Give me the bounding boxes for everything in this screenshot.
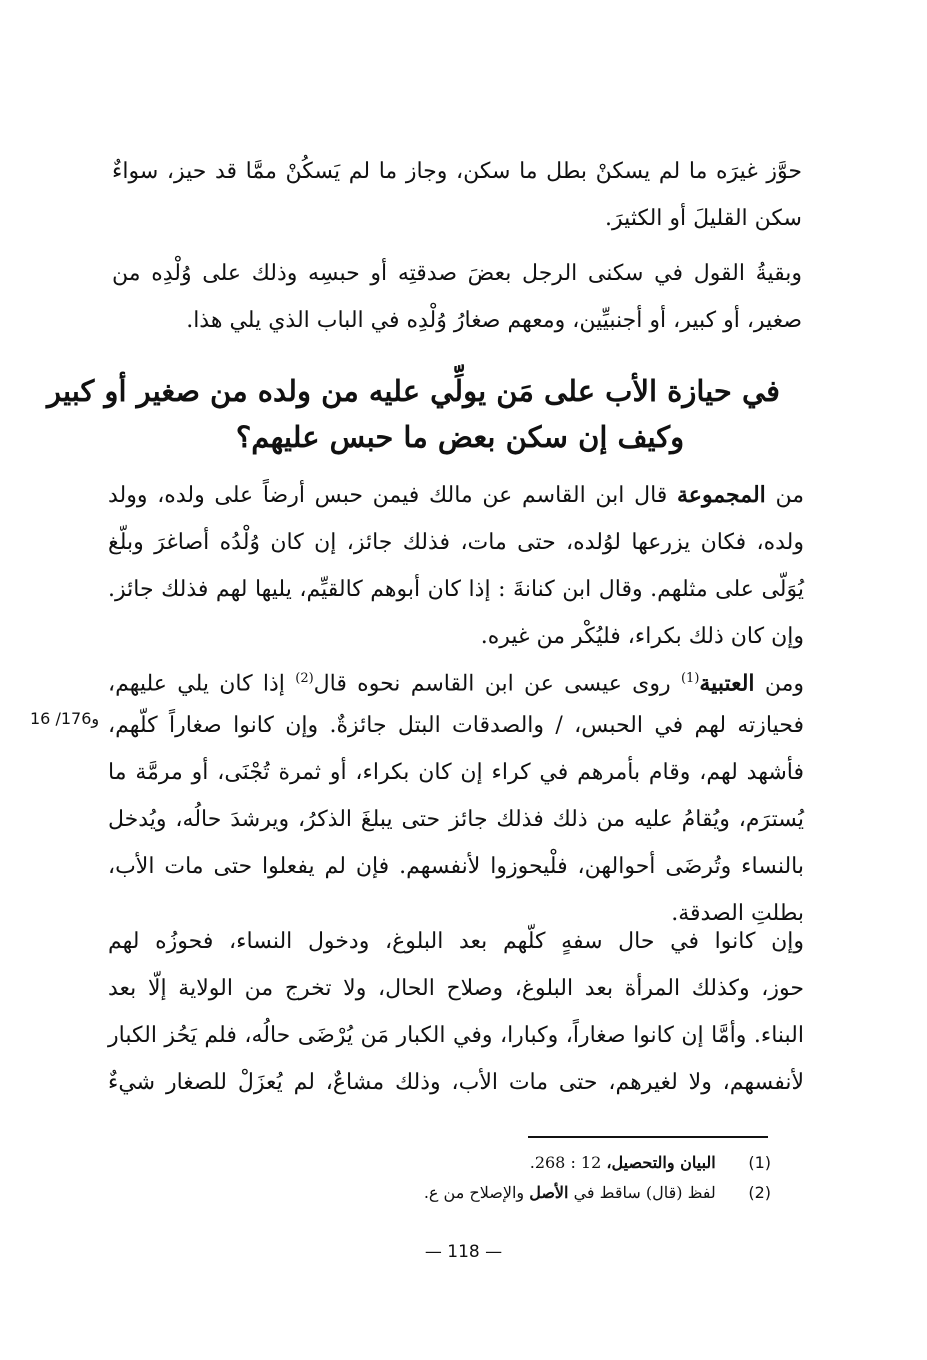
footnote-text: والإصلاح من ع. bbox=[423, 1183, 530, 1202]
lead-word: من bbox=[765, 483, 804, 508]
paragraph-3 bbox=[108, 472, 804, 660]
paragraph-5 bbox=[108, 918, 804, 1106]
footnote-text: لفظ (قال) ساقط في bbox=[568, 1183, 716, 1202]
footnote-number: (2) bbox=[748, 1183, 771, 1202]
text-line bbox=[108, 472, 804, 519]
manuscript-folio-ref: 16 /176و bbox=[30, 709, 100, 728]
text-line: بطلتِ الصدقة. bbox=[671, 901, 804, 926]
text-line: صغير، أو كبير، أو أجنبيِّين، ومعهم صغارُ وُلْدِه في الباب الذي يلي هذا. bbox=[186, 308, 802, 333]
paragraph-2 bbox=[112, 250, 802, 344]
text-line: يُوَلّى على مثلهم. وقال ابن كنانةَ : إذا كان أبوهم كالقيِّم، يليها لهم فذلك جائز. bbox=[108, 577, 804, 602]
footnote-source: البيان والتحصيل، bbox=[606, 1153, 716, 1172]
paragraph-4 bbox=[108, 655, 804, 937]
text-line: لأنفسهم، ولا لغيرهم، حتى مات الأب، وذلك مشاعٌ، لم يُعزَلْ للصغار شيءٌ bbox=[108, 1070, 804, 1095]
text-line: وإن كان ذلك بكراء، فليُكْر من غيره. bbox=[480, 624, 804, 649]
lead-word: ومن bbox=[754, 671, 804, 697]
text-line: فأشهد لهم، وقام بأمرهم في كراء إن كان بكراء، أو ثمرة تُجْنَى، أو مرمَّة ما bbox=[108, 760, 804, 785]
text-line: يُسترَم، ويُقامُ عليه من ذلك فذلك جائز حتى يبلغَ الذكرُ، ويرشدَ حالُه، ويُدخل bbox=[108, 807, 804, 832]
footnote-number: (1) bbox=[748, 1153, 771, 1172]
footnote-source: الأصل bbox=[529, 1183, 569, 1202]
line-rest: قال ابن القاسم عن مالك فيمن حبس أرضاً على ولده، وولد bbox=[108, 483, 678, 508]
text-line: فحيازته لهم في الحبس، / والصدقات البتل جائزةٌ. وإن كانوا صغاراً كلّهم، bbox=[108, 713, 804, 738]
source-name: العتبية bbox=[699, 670, 755, 697]
footnote-text: 12 : 268. bbox=[529, 1153, 607, 1172]
text-line: البناء. وأمَّا إن كانوا صغاراً، وكبارا، وفي الكبار مَن يُرْضَى حالُه، فلم يَحُز الكبار bbox=[108, 1023, 804, 1048]
footnote-1 bbox=[530, 1150, 771, 1176]
footnote-ref-1[interactable]: (1) bbox=[680, 671, 700, 686]
text-line: حوَّز غيرَه ما لم يسكنْ بطل ما سكن، وجاز ما لم يَسكُنْ ممَّا قد حيز، سواءٌ bbox=[112, 159, 802, 184]
text-line: ولده، فكان يزرعها لوُلده، حتى مات، فذلك جائز، إن كان وُلْدُه أصاغرَ وبلّغ bbox=[108, 530, 804, 555]
footnote-2 bbox=[424, 1180, 771, 1206]
text-line: وإن كانوا في حال سفهٍ كلّهم بعد البلوغ، ودخول النساء، فحوزُه لهم bbox=[108, 929, 804, 954]
line-end: إذا كان يلي عليهم، bbox=[108, 671, 296, 697]
source-name: المجموعة bbox=[677, 482, 766, 508]
page-number: — 118 — bbox=[424, 1242, 503, 1262]
text-line: وبقيةُ القول في سكنى الرجل بعضَ صدقتِه أو حبسِه وذلك على وُلْدِه من bbox=[112, 261, 802, 286]
footnote-ref-2[interactable]: (2) bbox=[295, 671, 314, 686]
text-line bbox=[108, 655, 804, 702]
text-line: سكن القليلَ أو الكثيرَ. bbox=[605, 206, 802, 231]
heading-line-1: في حيازة الأب على مَن يولِّي عليه من ولده من صغير أو كبير bbox=[47, 374, 780, 408]
heading-line-2: وكيف إن سكن بعض ما حبس عليهم؟ bbox=[235, 420, 685, 454]
text-line: حوز، وكذلك المرأة بعد البلوغ، وصلاح الحال، ولا تخرج من الولاية إلّا بعد bbox=[108, 976, 804, 1001]
paragraph-1 bbox=[112, 148, 802, 242]
footnote-divider bbox=[528, 1136, 768, 1138]
section-heading bbox=[47, 368, 780, 460]
line-mid: روى عيسى عن ابن القاسم نحوه قال bbox=[313, 671, 681, 697]
text-line: بالنساء وتُرضَى أحوالهن، فلْيحوزوا لأنفسهم. فإن لم يفعلوا حتى مات الأب، bbox=[108, 854, 804, 879]
